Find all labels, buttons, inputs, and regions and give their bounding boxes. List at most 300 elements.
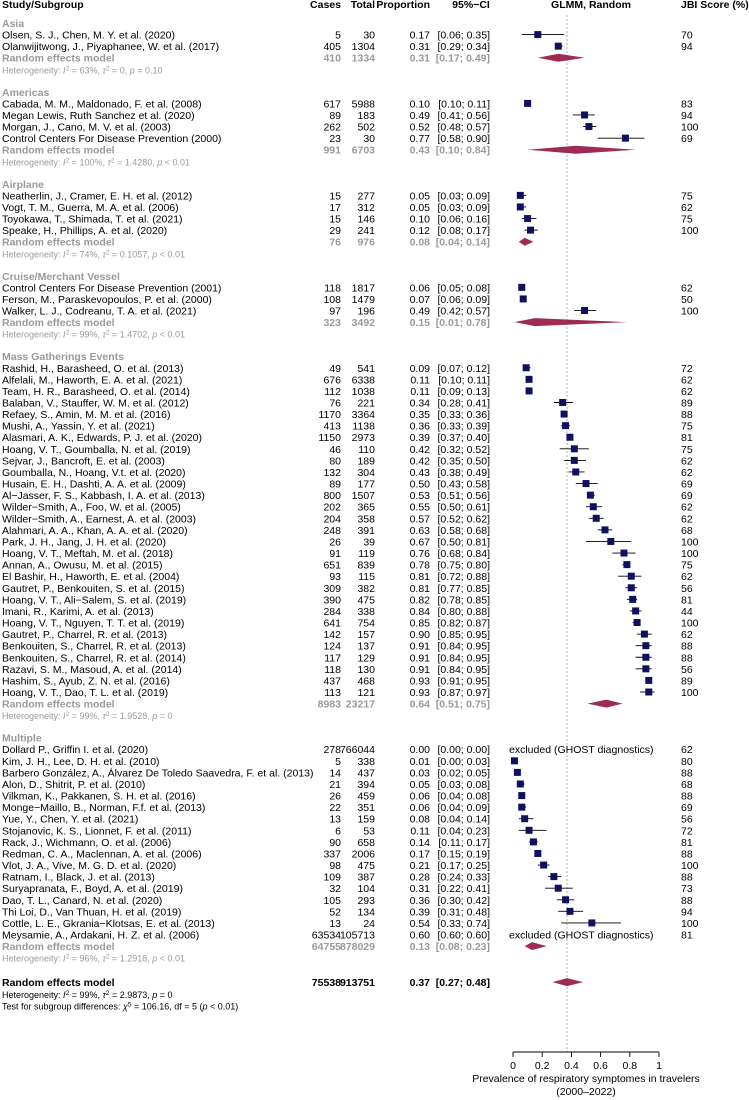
group-4-study-6-label: Alasmari, A. K., Edwards, P. J. et al. (2020) [2, 432, 202, 445]
group-4-study-24-cases: 124 [323, 640, 341, 653]
group-2-study-0-jbi: 75 [681, 190, 693, 203]
group-5-study-14-square [566, 908, 573, 915]
group-5-study-15-square [588, 919, 595, 926]
group-4-study-9-label: Goumballa, N., Hoang, V.t. et al. (2020) [2, 466, 186, 479]
group-4-study-21-cases: 284 [323, 605, 341, 618]
group-5-study-15-jbi: 100 [681, 917, 699, 930]
group-5-study-8-square [530, 838, 537, 845]
group-4-study-6-cases: 1150 [318, 432, 341, 445]
group-4-study-7-square [571, 445, 578, 452]
group-4-study-22-square [634, 619, 641, 626]
group-4-study-22-cases: 641 [323, 617, 341, 630]
group-4-study-17-ci: [0.75; 0.80] [437, 559, 490, 572]
group-4-study-18-cases: 93 [329, 571, 341, 584]
x-tick-label-3: 0.6 [593, 1060, 608, 1072]
group-4-study-5-cases: 413 [323, 420, 341, 433]
group-2-study-3-square [527, 227, 534, 234]
group-4-study-14-square [601, 526, 608, 533]
group-5-study-11-total: 387 [357, 871, 375, 884]
group-1-study-0-cases: 617 [323, 98, 341, 111]
group-5-study-12-proportion: 0.31 [409, 883, 430, 896]
group-5-study-6-total: 159 [357, 813, 375, 826]
group-1-pooled-cases: 991 [323, 144, 341, 157]
group-5-study-0-proportion: 0.00 [409, 744, 430, 757]
group-5-study-0-label: Dollard P., Griffin I. et al. (2020) [2, 744, 149, 757]
group-5-study-5-total: 351 [357, 802, 375, 815]
group-5-study-9-total: 2006 [351, 848, 375, 861]
group-4-study-18-square [628, 573, 635, 580]
group-5-study-14-cases: 52 [329, 906, 341, 919]
group-0-pooled-label: Random effects model [2, 52, 115, 65]
group-5-study-6-label: Yue, Y., Chen, Y. et al. (2021) [2, 813, 139, 826]
group-2-study-2-ci: [0.06; 0.16] [437, 213, 490, 226]
group-4-study-8-label: Sejvar, J., Bancroft, E. et al. (2003) [2, 455, 165, 468]
group-4-study-11-cases: 800 [323, 490, 341, 503]
group-4-study-28-square [645, 689, 652, 696]
group-4-study-1-label: Alfelali, M., Haworth, E. A. et al. (2021) [2, 374, 183, 387]
x-tick-label-4: 0.8 [622, 1060, 638, 1072]
group-4-study-28-total: 121 [357, 687, 375, 699]
group-5-study-3-cases: 21 [329, 778, 341, 791]
group-4-study-0-total: 541 [357, 362, 375, 375]
group-2-study-2-cases: 15 [329, 213, 341, 226]
group-2-study-1-cases: 17 [329, 201, 341, 214]
group-2-pooled-diamond [519, 238, 534, 246]
group-4-study-16-cases: 91 [329, 548, 341, 561]
group-4-study-7-ci: [0.32; 0.52] [437, 443, 490, 456]
group-5-study-4-label: Vilkman, K., Pakkanen, S. H. et al. (2016) [2, 790, 196, 803]
group-5-study-4-proportion: 0.06 [409, 790, 430, 803]
group-4-study-13-proportion: 0.57 [409, 513, 430, 526]
group-5-study-6-proportion: 0.08 [409, 813, 430, 826]
group-5-study-5-cases: 22 [329, 802, 341, 815]
group-4-study-11-total: 1507 [351, 490, 375, 503]
group-0-heterogeneity: Heterogeneity: $I^2 = 63\%$, $\tau^2 = 0$, p = 0.10 [2, 64, 163, 76]
group-5-study-16-cases: 63534 [311, 929, 341, 942]
group-5-study-9-ci: [0.15; 0.19] [437, 848, 490, 861]
group-4-study-9-total: 304 [357, 466, 375, 479]
group-4-study-7-total: 110 [358, 443, 375, 456]
group-3-pooled-label: Random effects model [2, 317, 115, 330]
group-5-study-4-cases: 26 [329, 790, 341, 803]
group-4-study-15-proportion: 0.67 [409, 536, 430, 549]
group-2-study-2-proportion: 0.10 [409, 213, 430, 226]
group-4-study-24-jbi: 88 [681, 640, 693, 653]
group-4-study-15-jbi: 100 [681, 536, 699, 549]
group-5-pooled-label: Random effects model [2, 941, 115, 954]
group-4-study-16-square [620, 550, 627, 557]
group-4-study-0-square [523, 364, 530, 371]
group-5-study-6-square [521, 815, 528, 822]
group-5-study-13-ci: [0.30; 0.42] [437, 894, 490, 907]
overall-proportion: 0.37 [409, 977, 430, 990]
group-5-study-6-cases: 13 [329, 813, 341, 826]
group-5-study-4-ci: [0.04; 0.08] [437, 790, 490, 803]
group-1-study-3-label: Control Centers For Disease Prevention (2000) [2, 133, 222, 146]
group-0-study-0-ci: [0.06; 0.35] [437, 29, 490, 42]
group-0-pooled-ci: [0.17; 0.49] [435, 52, 490, 65]
group-2-heterogeneity: Heterogeneity: $I^2 = 74\%$, $\tau^2 = 0.1057$, p < 0.01 [2, 248, 186, 260]
group-4-study-24-ci: [0.84; 0.95] [437, 640, 490, 653]
group-2-study-2-label: Toyokawa, T., Shimada, T. et al. (2021) [2, 213, 183, 226]
group-4-study-22-jbi: 100 [681, 617, 699, 630]
group-4-study-20-square [629, 596, 636, 603]
header-ci: 95%−CI [452, 0, 490, 11]
group-4-study-16-proportion: 0.76 [409, 548, 430, 561]
group-0-study-1-proportion: 0.31 [409, 41, 430, 54]
group-5-study-8-total: 658 [357, 836, 375, 849]
overall-total: 913751 [339, 977, 375, 990]
group-4-study-4-square [561, 411, 568, 418]
group-4-study-24-square [642, 642, 649, 649]
group-2-study-3-label: Speake, H., Phillips, A. et al. (2020) [2, 225, 168, 238]
group-4-study-19-ci: [0.77; 0.85] [437, 582, 490, 595]
group-4-study-19-jbi: 56 [681, 582, 693, 595]
group-4-study-16-label: Hoang, V. T., Meftah, M. et al. (2018) [2, 548, 174, 561]
group-4-study-8-square [571, 457, 578, 464]
group-3-study-1-total: 1479 [351, 293, 375, 306]
group-5-study-2-square [514, 769, 521, 776]
group-4-study-25-total: 129 [357, 652, 375, 665]
group-3-study-1-jbi: 50 [681, 293, 693, 306]
group-1-study-3-cases: 23 [329, 133, 341, 146]
group-4-study-10-cases: 89 [329, 478, 341, 491]
group-5-study-8-cases: 90 [329, 836, 341, 849]
group-4-study-15-label: Park, J. H., Jang, J. H. et al. (2020) [2, 536, 166, 549]
group-5-study-14-jbi: 94 [681, 906, 693, 919]
group-5-study-13-jbi: 88 [681, 894, 693, 907]
group-4-study-2-total: 1038 [351, 385, 375, 398]
group-1-pooled-proportion: 0.43 [409, 144, 430, 157]
group-4-study-9-cases: 132 [323, 466, 341, 479]
group-5-study-9-square [534, 850, 541, 857]
x-tick-label-1: 0.2 [534, 1060, 550, 1072]
group-3-pooled-ci: [0.01; 0.78] [435, 317, 490, 330]
group-5-study-3-square [517, 780, 524, 787]
group-5-study-10-proportion: 0.21 [409, 860, 430, 873]
group-4-study-9-jbi: 62 [681, 466, 693, 479]
group-4-study-21-total: 338 [357, 605, 375, 618]
group-4-pooled-cases: 8983 [317, 698, 341, 711]
group-4-study-22-total: 754 [357, 617, 375, 630]
group-2-pooled-ci: [0.04; 0.14] [435, 236, 490, 249]
group-5-study-12-square [555, 885, 562, 892]
group-3-study-0-square [518, 284, 525, 291]
group-4-study-10-ci: [0.43; 0.58] [437, 478, 490, 491]
group-5-study-14-ci: [0.31; 0.48] [437, 906, 490, 919]
group-4-study-26-cases: 118 [324, 663, 341, 676]
group-4-study-4-label: Refaey, S., Amin, M. M. et al. (2016) [2, 409, 171, 422]
group-4-study-3-square [559, 399, 566, 406]
group-5-pooled-ci: [0.08; 0.23] [435, 941, 490, 954]
group-5-study-2-ci: [0.02; 0.05] [437, 767, 490, 780]
group-4-study-17-proportion: 0.78 [409, 559, 430, 572]
group-4-study-18-proportion: 0.81 [409, 571, 430, 584]
group-3-study-2-label: Walker, L. J., Codreanu, T. A. et al. (2021) [2, 305, 197, 318]
group-5-study-7-jbi: 72 [681, 825, 693, 838]
group-4-study-0-proportion: 0.09 [409, 362, 430, 375]
group-1-study-2-proportion: 0.52 [409, 121, 430, 134]
group-4-study-20-jbi: 81 [681, 594, 693, 607]
group-5-study-15-proportion: 0.54 [409, 917, 430, 930]
group-4-study-17-label: Annan, A., Owusu, M. et al. (2015) [2, 559, 163, 572]
group-4-study-1-ci: [0.10; 0.11] [438, 374, 490, 387]
group-4-study-6-total: 2973 [351, 432, 375, 445]
group-1-study-3-square [622, 135, 629, 142]
group-2-pooled-proportion: 0.08 [409, 236, 430, 249]
group-5-study-1-ci: [0.00; 0.03] [437, 755, 490, 768]
group-5-study-8-proportion: 0.14 [409, 836, 430, 849]
group-5-study-12-ci: [0.22; 0.41] [437, 883, 490, 896]
group-1-pooled-diamond [528, 146, 636, 154]
x-tick-label-5: 1 [656, 1060, 662, 1072]
group-4-study-8-cases: 80 [329, 455, 341, 468]
group-4-study-28-ci: [0.87; 0.97] [437, 687, 490, 699]
group-5-study-9-label: Redman, C. A., Maclennan, A. et al. (2006) [2, 848, 202, 861]
group-5-study-8-label: Rack, J., Wichmann, O. et al. (2006) [2, 836, 172, 849]
group-5-study-14-label: Thi Loi, D., Van Thuan, H. et al. (2019) [2, 906, 182, 919]
group-4-study-12-proportion: 0.55 [409, 501, 430, 514]
group-4-study-8-proportion: 0.42 [409, 455, 430, 468]
overall-label: Random effects model [2, 977, 115, 990]
group-4-study-0-ci: [0.07; 0.12] [437, 362, 490, 375]
group-4-study-3-cases: 76 [329, 397, 341, 410]
group-4-study-2-square [526, 387, 533, 394]
group-4-study-12-cases: 202 [323, 501, 341, 514]
group-4-pooled-total: 23217 [345, 698, 375, 711]
group-4-pooled-proportion: 0.64 [409, 698, 430, 711]
group-5-study-3-proportion: 0.05 [409, 778, 430, 791]
group-5-study-12-total: 104 [357, 883, 375, 896]
group-4-study-28-proportion: 0.93 [409, 687, 430, 699]
group-4-study-27-cases: 437 [323, 675, 341, 688]
group-5-study-2-jbi: 88 [681, 767, 693, 780]
group-2-study-1-ci: [0.03; 0.09] [437, 201, 490, 214]
group-4-study-21-ci: [0.80; 0.88] [437, 605, 490, 618]
group-4-study-23-square [641, 631, 648, 638]
group-4-study-5-jbi: 75 [681, 420, 693, 433]
group-4-study-2-jbi: 62 [681, 385, 693, 398]
group-4-study-13-cases: 204 [323, 513, 341, 526]
group-4-study-19-proportion: 0.81 [409, 582, 430, 595]
group-4-study-10-total: 177 [357, 478, 375, 491]
group-4-study-12-jbi: 62 [681, 501, 693, 514]
group-3-study-0-proportion: 0.06 [409, 282, 430, 295]
group-5-study-5-label: Monge−Maillo, B., Norman, F.f. et al. (2013) [2, 802, 206, 815]
group-4-study-6-square [566, 434, 573, 441]
group-5-study-15-label: Cottle, L. E., Gkrania−Klotsas, E. et al. (2013) [2, 917, 215, 930]
group-5-study-16-label: Meysamie, A., Ardakani, H. Z. et al. (2006) [2, 929, 200, 942]
group-1-title: Americas [2, 86, 50, 99]
group-4-study-27-label: Hashim, S., Ayub, Z. N. et al. (2016) [2, 675, 170, 688]
group-3-pooled-diamond [514, 318, 626, 326]
group-1-study-2-ci: [0.48; 0.57] [437, 121, 490, 134]
group-5-study-8-jbi: 81 [681, 836, 693, 849]
group-4-study-12-total: 365 [357, 501, 375, 514]
group-2-study-3-cases: 29 [329, 225, 341, 238]
group-1-study-3-proportion: 0.77 [409, 133, 430, 146]
group-1-study-2-jbi: 100 [681, 121, 699, 134]
overall-cases: 75538 [311, 977, 341, 990]
overall-ci: [0.27; 0.48] [435, 977, 490, 990]
group-2-study-1-jbi: 62 [681, 201, 693, 214]
x-tick-label-0: 0 [510, 1060, 516, 1072]
group-5-pooled-total: 878029 [339, 941, 375, 954]
group-0-study-0-label: Olsen, S. J., Chen, M. Y. et al. (2020) [2, 29, 175, 42]
group-4-study-24-proportion: 0.91 [409, 640, 430, 653]
group-4-study-0-cases: 49 [329, 362, 341, 375]
group-4-study-13-square [593, 515, 600, 522]
group-5-study-15-total: 24 [363, 917, 375, 930]
group-4-study-14-ci: [0.58; 0.68] [437, 524, 490, 537]
group-5-study-7-label: Stojanovic, K. S., Lionnet, F. et al. (2011) [2, 825, 192, 838]
group-1-study-3-total: 30 [363, 133, 375, 146]
group-2-study-3-jbi: 100 [681, 225, 699, 238]
group-0-pooled-cases: 410 [323, 52, 341, 65]
group-5-study-0-jbi: 62 [681, 744, 693, 757]
group-3-study-2-proportion: 0.49 [409, 305, 430, 318]
group-4-study-23-total: 157 [357, 629, 375, 642]
group-2-study-2-total: 146 [357, 213, 375, 226]
group-5-study-10-label: Vlot, J. A., Vive, M. G. D. et al. (2020) [2, 860, 177, 873]
group-5-study-7-cases: 6 [335, 825, 341, 838]
group-4-study-15-total: 39 [363, 536, 375, 549]
group-5-study-12-cases: 32 [329, 883, 341, 896]
group-5-study-16-proportion: 0.60 [409, 929, 430, 942]
group-1-study-1-proportion: 0.49 [409, 109, 430, 122]
group-0-study-0-square [534, 31, 541, 38]
group-5-study-9-cases: 337 [323, 848, 341, 861]
group-4-study-2-label: Team, H. R., Barasheed, O. et al. (2014) [2, 385, 190, 398]
group-4-study-21-label: Imani, R., Karimi, A. et al. (2013) [2, 605, 154, 618]
group-4-study-4-ci: [0.33; 0.36] [437, 409, 490, 422]
group-2-study-0-cases: 15 [329, 190, 341, 203]
group-2-study-3-total: 241 [357, 225, 375, 238]
group-4-study-24-total: 137 [357, 640, 375, 653]
group-3-study-0-ci: [0.05; 0.08] [437, 282, 490, 295]
group-5-study-9-proportion: 0.17 [409, 848, 430, 861]
group-5-study-2-cases: 14 [329, 767, 341, 780]
group-4-study-3-total: 221 [357, 397, 375, 410]
group-4-study-9-square [572, 468, 579, 475]
group-2-pooled-cases: 76 [329, 236, 341, 249]
group-3-study-1-square [520, 295, 527, 302]
group-4-study-17-square [623, 561, 630, 568]
group-5-study-1-square [511, 757, 518, 764]
group-5-study-16-ci: [0.60; 0.60] [437, 929, 490, 942]
group-4-study-25-square [642, 654, 649, 661]
x-tick-label-2: 0.4 [564, 1060, 579, 1072]
overall-heterogeneity: Heterogeneity: $I^2 = 99\%$, $\tau^2 = 2.9873$, p = 0 [2, 989, 173, 1000]
group-4-study-18-label: El Bashir, H., Haworth, E. et al. (2004) [2, 571, 180, 584]
group-4-study-20-ci: [0.78; 0.85] [437, 594, 490, 607]
group-2-study-2-jbi: 75 [681, 213, 693, 226]
group-4-study-1-total: 6338 [351, 374, 375, 387]
overall-diamond [552, 978, 583, 986]
group-4-study-24-label: Benkouiten, S., Charrel, R. et al. (2013) [2, 640, 186, 653]
group-5-study-6-ci: [0.04; 0.14] [437, 813, 490, 826]
header-plot: GLMM, Random [551, 0, 631, 11]
group-4-study-25-proportion: 0.91 [409, 652, 430, 665]
group-3-study-2-ci: [0.42; 0.57] [437, 305, 490, 318]
group-4-study-21-square [632, 607, 639, 614]
group-5-study-16-jbi: 81 [681, 929, 693, 942]
group-3-pooled-total: 3492 [351, 317, 375, 330]
group-4-study-3-ci: [0.28; 0.41] [437, 397, 490, 410]
group-2-study-1-square [517, 203, 524, 210]
group-1-study-1-ci: [0.41; 0.56] [437, 109, 490, 122]
group-2-study-1-total: 312 [357, 201, 375, 214]
group-5-study-13-label: Dao, T. L., Canard, N. et al. (2020) [2, 894, 163, 907]
group-4-study-27-jbi: 89 [681, 675, 693, 688]
group-4-study-28-jbi: 100 [681, 687, 699, 699]
group-4-study-13-total: 358 [357, 513, 375, 526]
group-1-study-0-label: Cabada, M. M., Maldonado, F. et al. (2008) [2, 98, 202, 111]
group-4-study-10-jbi: 69 [681, 478, 693, 491]
group-4-study-16-ci: [0.68; 0.84] [437, 548, 490, 561]
group-4-study-23-proportion: 0.90 [409, 629, 430, 642]
group-4-study-23-cases: 142 [323, 629, 341, 642]
group-2-study-0-total: 277 [357, 190, 375, 203]
group-2-study-3-proportion: 0.12 [409, 225, 430, 238]
group-1-study-2-label: Morgan, J., Cano, M. V. et al. (2003) [2, 121, 171, 134]
group-0-pooled-total: 1334 [351, 52, 375, 65]
group-3-study-0-cases: 118 [324, 282, 341, 295]
group-3-study-0-label: Control Centers For Disease Prevention (2001) [2, 282, 222, 295]
group-0-study-1-cases: 405 [323, 41, 341, 54]
group-5-study-0-cases: 278 [323, 744, 341, 757]
group-4-study-11-square [587, 492, 594, 499]
group-5-study-10-cases: 98 [329, 860, 341, 873]
group-4-study-16-jbi: 100 [681, 548, 699, 561]
group-4-study-9-ci: [0.38; 0.49] [437, 466, 490, 479]
group-4-study-4-proportion: 0.35 [409, 409, 430, 422]
group-4-study-26-total: 130 [357, 663, 375, 676]
group-5-study-1-total: 338 [357, 755, 375, 768]
group-4-study-8-jbi: 62 [681, 455, 693, 468]
group-1-study-1-square [581, 111, 588, 118]
group-3-heterogeneity: Heterogeneity: $I^2 = 99\%$, $\tau^2 = 1.4702$, p < 0.01 [2, 329, 186, 340]
group-4-study-2-proportion: 0.11 [410, 385, 430, 398]
group-4-study-27-ci: [0.91; 0.95] [437, 675, 490, 688]
group-4-study-14-jbi: 68 [681, 524, 693, 537]
group-5-study-2-label: Barbero González, A., Álvarez De Toledo Saavedra, F. et al. (2013) [2, 767, 314, 780]
group-2-study-0-square [517, 192, 524, 199]
group-5-study-15-ci: [0.33; 0.74] [437, 917, 490, 930]
group-4-study-18-total: 115 [358, 571, 375, 584]
group-5-study-9-jbi: 88 [681, 848, 693, 861]
group-5-study-16-note: excluded (GHOST diagnostics) [509, 929, 654, 942]
group-5-study-3-jbi: 68 [681, 778, 693, 791]
group-4-study-12-square [590, 503, 597, 510]
group-4-study-8-total: 189 [357, 455, 375, 468]
group-4-study-26-proportion: 0.91 [409, 663, 430, 676]
group-4-study-13-ci: [0.52; 0.62] [437, 513, 490, 526]
group-4-study-18-jbi: 62 [681, 571, 693, 584]
group-1-pooled-total: 6703 [351, 144, 375, 157]
group-5-pooled-proportion: 0.13 [409, 941, 430, 954]
group-4-study-5-total: 1138 [352, 420, 375, 433]
group-5-study-3-ci: [0.03; 0.08] [437, 778, 490, 791]
group-4-pooled-diamond [587, 700, 622, 708]
group-1-study-0-square [524, 100, 531, 107]
group-5-title: Multiple [2, 732, 42, 745]
group-1-study-1-cases: 89 [329, 109, 341, 122]
group-4-study-6-ci: [0.37; 0.40] [437, 432, 490, 445]
group-4-study-1-cases: 676 [323, 374, 341, 387]
group-4-study-26-jbi: 56 [681, 663, 693, 676]
x-axis-label-line1: Prevalence of respiratory symptomes in travelers [472, 1073, 700, 1085]
